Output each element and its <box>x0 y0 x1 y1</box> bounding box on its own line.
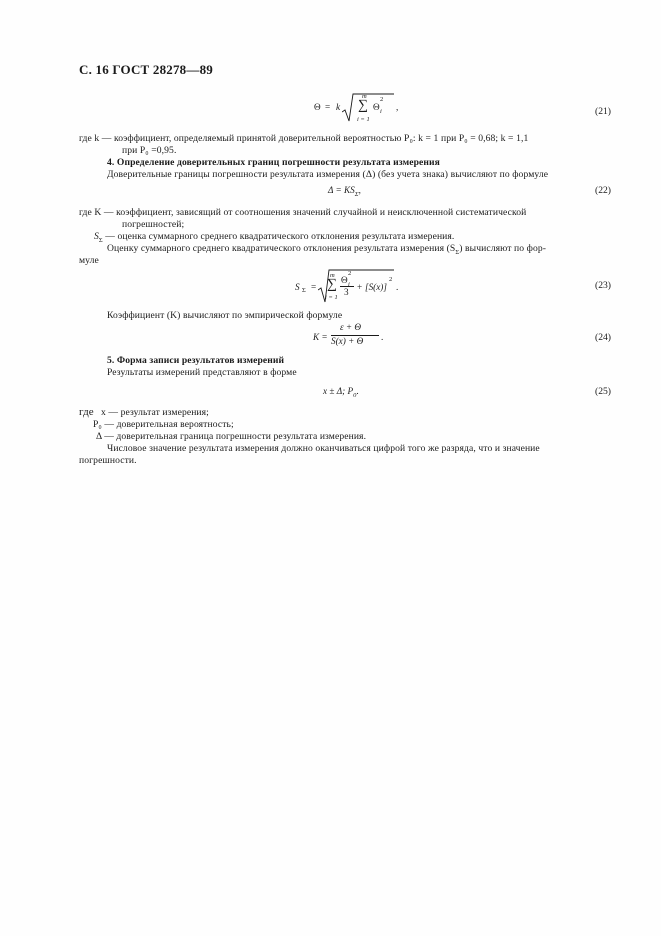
eq21-sum-sign: ∑ <box>358 98 368 113</box>
def-x: x — результат измерения; <box>101 407 209 418</box>
p2-line3-sym: S <box>94 231 99 242</box>
eq21-sum-top: m <box>362 93 367 100</box>
eq24-tail: . <box>381 332 384 342</box>
eq22-number: (22) <box>595 185 611 196</box>
def-delta: Δ — доверительная граница погрешности результата измерения. <box>96 431 367 442</box>
p3-line1-sub: Σ <box>455 248 460 256</box>
eq21-k: k <box>336 102 341 112</box>
final-line2: погрешности. <box>79 455 137 466</box>
defs-where: где <box>79 406 94 418</box>
eq24-equals: = <box>322 332 328 342</box>
eq23-plus: + <box>357 282 363 292</box>
eq21-number: (21) <box>595 106 611 117</box>
eq23-equals: = <box>311 282 317 292</box>
eq23-sum-sign: ∑ <box>327 277 337 292</box>
eq25-sub: 0 <box>353 391 357 399</box>
equation-25 <box>323 386 359 399</box>
p3-line1 <box>107 243 546 255</box>
eq24-lhs: K <box>313 332 320 342</box>
eq21-tail: , <box>396 102 399 112</box>
eq23-number: (23) <box>595 280 611 291</box>
eq21-term-sub: i <box>380 108 382 115</box>
eq24-denominator: S(x) + Θ <box>331 336 364 346</box>
p2-line3 <box>94 231 454 243</box>
equation-22 <box>328 185 361 198</box>
p2-line1: где K — коэффициент, зависящий от соотношения значений случайной и неисключенной систематической <box>79 207 527 218</box>
eq24-number: (24) <box>595 332 611 343</box>
p3-line1-tail: ) вычисляют по фор- <box>459 243 547 254</box>
eq23-bracket: [S(x)] <box>365 282 387 292</box>
eq23-tail: . <box>396 282 399 292</box>
p1-line1: где k — коэффициент, определяемый принятой доверительной вероятностью P₀: k = 1 при P₀ = 0,68; k = 1,1 <box>79 133 529 144</box>
final-line1: Числовое значение результата измерения должно оканчиваться цифрой того же разряда, что и значение <box>107 443 540 454</box>
eq25-body: x ± Δ; P <box>323 386 354 396</box>
eq21-lhs: Θ <box>314 102 321 112</box>
eq23-frac-sub: i <box>348 281 350 288</box>
p2-line2: погрешностей; <box>122 219 185 230</box>
eq22-tail: , <box>358 185 361 195</box>
p1-line2: при P₀ =0,95. <box>122 145 177 156</box>
def-p0: P₀ — доверительная вероятность; <box>93 419 234 430</box>
equation-24 <box>313 322 393 352</box>
section-4-title: 4. Определение доверительных границ погрешности результата измерения <box>107 157 440 168</box>
eq23-frac-num: Θ <box>341 275 348 285</box>
eq21-equals: = <box>325 102 331 112</box>
eq21-term: Θ <box>373 102 380 112</box>
eq25-number: (25) <box>595 386 611 397</box>
eq23-bracket-sup: 2 <box>389 276 393 283</box>
eq23-frac-den: 3 <box>344 287 349 297</box>
page-header: С. 16 ГОСТ 28278—89 <box>79 62 213 77</box>
p2-line3-text: — оценка суммарного среднего квадратического отклонения результата измерения. <box>105 231 455 242</box>
eq24-numerator: ε + Θ <box>340 322 362 332</box>
section-5-text: Результаты измерений представляют в форме <box>107 367 297 378</box>
eq21-sum-bottom: i = 1 <box>357 116 370 123</box>
eq21-term-sup: 2 <box>380 96 384 103</box>
equation-23 <box>295 268 415 306</box>
eq23-sum-bottom: i = 1 <box>325 294 338 301</box>
eq25-tail: . <box>356 386 359 396</box>
equation-21 <box>314 92 434 126</box>
eq22-body: Δ = KS <box>328 185 355 195</box>
section-5-title: 5. Форма записи результатов измерений <box>107 355 285 366</box>
eq23-lhs-sub: Σ <box>302 287 306 294</box>
p2-line3-sub: Σ <box>98 236 103 244</box>
p3-line1-text: Оценку суммарного среднего квадратического отклонения результата измерения (S <box>107 243 456 254</box>
eq22-sub: Σ <box>354 190 359 198</box>
section-4-text: Доверительные границы погрешности результата измерения (Δ) (без учета знака) вычисляют по формуле <box>107 169 549 180</box>
eq23-frac-sup: 2 <box>348 270 352 277</box>
p3-line2: муле <box>79 255 99 266</box>
p4: Коэффициент (K) вычисляют по эмпирической формуле <box>107 310 343 321</box>
eq23-lhs: S <box>295 282 300 292</box>
eq23-sum-top: m <box>330 272 335 279</box>
